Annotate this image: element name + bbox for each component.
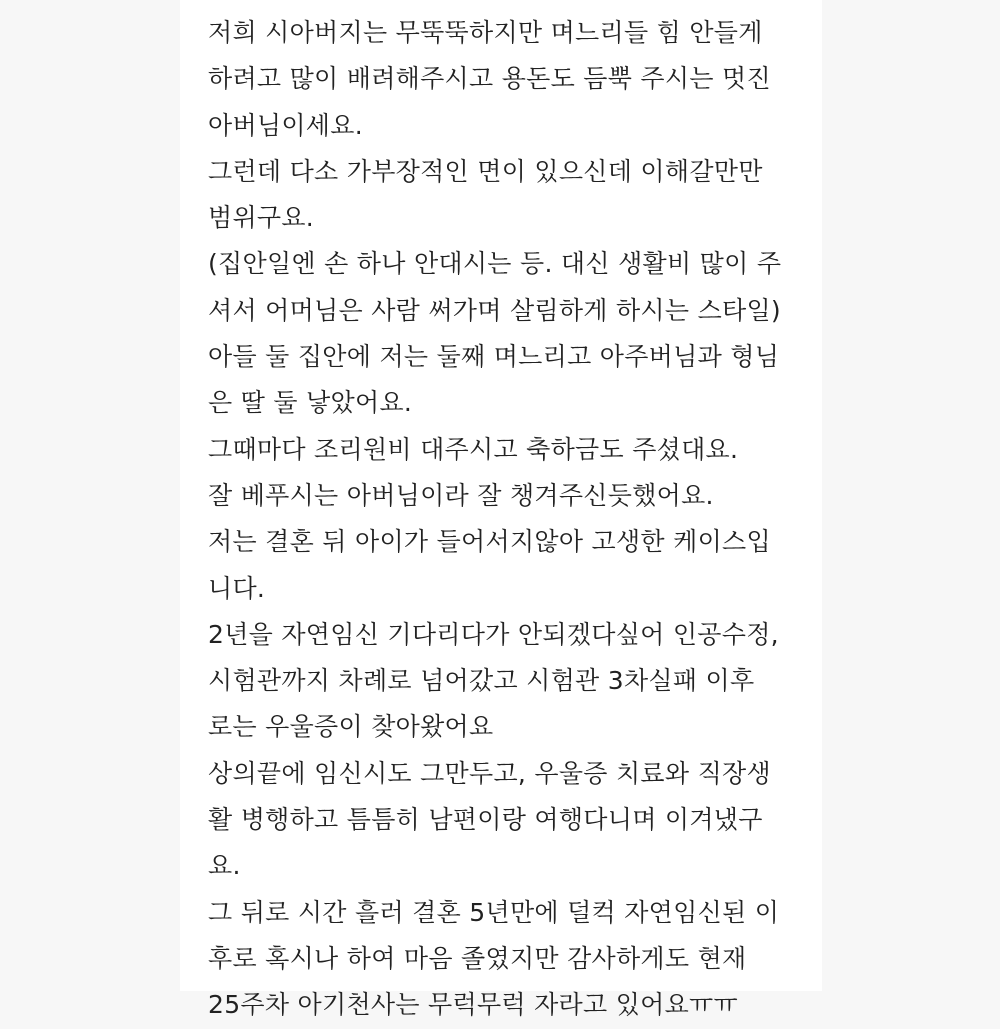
text-line: 저희 시아버지는 무뚝뚝하지만 며느리들 힘 안들게: [208, 18, 763, 47]
text-line: 잘 베푸시는 아버님이라 잘 챙겨주신듯했어요.: [208, 480, 714, 510]
text-line: 그때마다 조리원비 대주시고 축하금도 주셨대요.: [208, 434, 739, 464]
post-body: [180, 0, 822, 1020]
text-line: (집안일엔 손 하나 안대시는 등. 대신 생활비 많이 주: [208, 249, 782, 279]
text-line: 하려고 많이 배려해주시고 용돈도 듬뿍 주시는 멋진: [208, 64, 771, 94]
text-line: 활 병행하고 틈틈히 남편이랑 여행다니며 이겨냈구: [208, 805, 763, 835]
text-line: 요.: [208, 851, 241, 881]
text-line: 은 딸 둘 낳았어요.: [208, 388, 413, 418]
text-line: 아버님이세요.: [208, 110, 363, 140]
text-line: 그 뒤로 시간 흘러 결혼 5년만에 덜컥 자연임신된 이: [208, 897, 780, 927]
text-line: 셔서 어머님은 사람 써가며 살림하게 하시는 스타일): [208, 295, 781, 325]
text-line: 25주차 아기천사는 무럭무럭 자라고 있어요ㅠㅠ: [208, 990, 738, 1020]
text-line: 로는 우울증이 찾아왔어요: [208, 712, 494, 742]
text-line: 범위구요.: [208, 203, 315, 233]
text-line: 저는 결혼 뒤 아이가 들어서지않아 고생한 케이스입: [208, 527, 771, 557]
post-text: [208, 10, 818, 1029]
text-line: 아들 둘 집안에 저는 둘째 며느리고 아주버님과 형님: [208, 342, 780, 372]
text-line: 2년을 자연임신 기다리다가 안되겠다싶어 인공수정,: [208, 619, 779, 649]
text-line: 상의끝에 임신시도 그만두고, 우울증 치료와 직장생: [208, 758, 771, 788]
text-line: 시험관까지 차례로 넘어갔고 시험관 3차실패 이후: [208, 666, 755, 696]
text-line: 니다.: [208, 573, 266, 603]
text-line: 그런데 다소 가부장적인 면이 있으신데 이해갈만만: [208, 156, 763, 186]
text-line: 후로 혹시나 하여 마음 졸였지만 감사하게도 현재: [208, 943, 747, 973]
